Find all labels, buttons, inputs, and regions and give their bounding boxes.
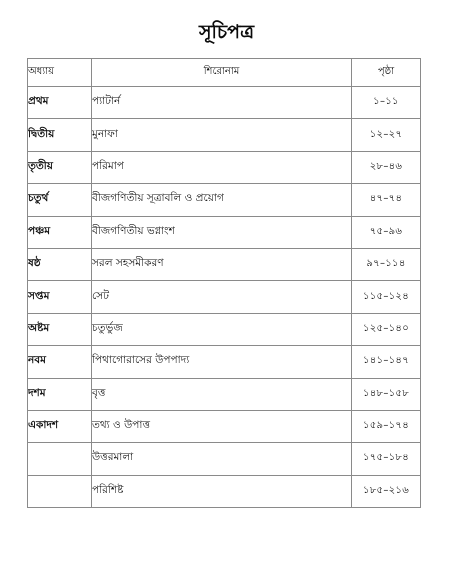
table-row: [28, 378, 421, 410]
pages-cell: ১৮৫–২১৬: [352, 475, 421, 507]
pages-cell: ১২–২৭: [352, 119, 421, 151]
table-row: [28, 216, 421, 248]
title-cell: পরিমাপ: [92, 151, 352, 183]
chapter-cell: দশম: [28, 378, 92, 410]
title-cell: তথ্য ও উপাত্ত: [92, 410, 352, 442]
title-cell: সরল সহসমীকরণ: [92, 248, 352, 280]
table-row: [28, 313, 421, 345]
table-row: [28, 410, 421, 442]
chapter-cell: চতুর্থ: [28, 184, 92, 216]
chapter-cell: ষষ্ঠ: [28, 248, 92, 280]
pages-cell: ১৭৫–১৮৪: [352, 443, 421, 475]
contents-table: [27, 58, 421, 508]
table-row: [28, 248, 421, 280]
table-row: [28, 346, 421, 378]
table-row: [28, 184, 421, 216]
pages-cell: ৭৫–৯৬: [352, 216, 421, 248]
title-cell: বীজগণিতীয় ভগ্নাংশ: [92, 216, 352, 248]
table-header-row: [28, 59, 421, 87]
title-cell: প্যাটার্ন: [92, 87, 352, 119]
title-cell: সেট: [92, 281, 352, 313]
pages-cell: ১৪১–১৪৭: [352, 346, 421, 378]
chapter-cell: নবম: [28, 346, 92, 378]
pages-cell: ১২৫–১৪০: [352, 313, 421, 345]
table-row: [28, 87, 421, 119]
title-cell: বীজগণিতীয় সূত্রাবলি ও প্রয়োগ: [92, 184, 352, 216]
pages-cell: ২৮–৪৬: [352, 151, 421, 183]
column-header-title: শিরোনাম: [92, 59, 352, 87]
column-header-chapter: অধ্যায়: [28, 59, 92, 87]
page-title: সূচিপত্র: [198, 21, 255, 43]
pages-cell: ১–১১: [352, 87, 421, 119]
table-row: [28, 281, 421, 313]
title-cell: চতুর্ভুজ: [92, 313, 352, 345]
chapter-cell: একাদশ: [28, 410, 92, 442]
pages-cell: ১১৫–১২৪: [352, 281, 421, 313]
chapter-cell: পঞ্চম: [28, 216, 92, 248]
chapter-cell: [28, 475, 92, 507]
pages-cell: ১৫৯–১৭৪: [352, 410, 421, 442]
chapter-cell: প্রথম: [28, 87, 92, 119]
title-cell: উত্তরমালা: [92, 443, 352, 475]
table-row: [28, 151, 421, 183]
table-row: [28, 443, 421, 475]
chapter-cell: [28, 443, 92, 475]
title-cell: পিথাগোরাসের উপপাদ্য: [92, 346, 352, 378]
chapter-cell: তৃতীয়: [28, 151, 92, 183]
title-cell: মুনাফা: [92, 119, 352, 151]
pages-cell: ৯৭–১১৪: [352, 248, 421, 280]
chapter-cell: সপ্তম: [28, 281, 92, 313]
table-row: [28, 475, 421, 507]
chapter-cell: দ্বিতীয়: [28, 119, 92, 151]
title-cell: পরিশিষ্ট: [92, 475, 352, 507]
column-header-page: পৃষ্ঠা: [352, 59, 421, 87]
pages-cell: ৪৭–৭৪: [352, 184, 421, 216]
pages-cell: ১৪৮–১৫৮: [352, 378, 421, 410]
table-row: [28, 119, 421, 151]
chapter-cell: অষ্টম: [28, 313, 92, 345]
title-cell: বৃত্ত: [92, 378, 352, 410]
